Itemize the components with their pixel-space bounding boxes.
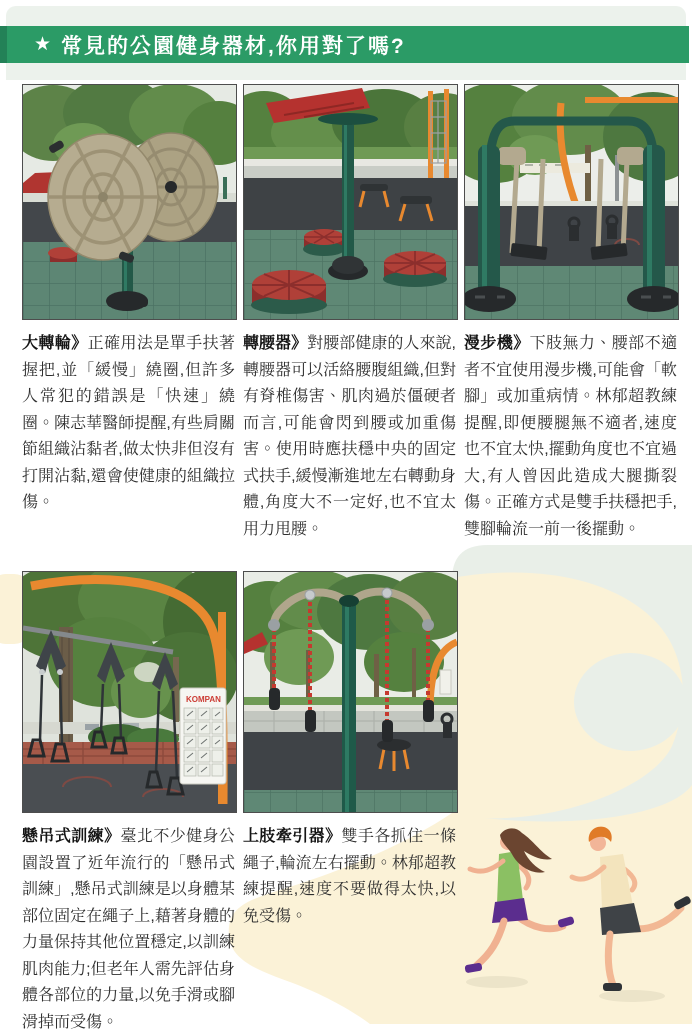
base-dome: [627, 286, 679, 312]
banner-left-edge: [0, 26, 7, 63]
star-icon: ★: [34, 34, 52, 55]
caption-text: 正確用法是單手扶著握把,並「緩慢」繞圈,但許多人常犯的錯誤是「快速」繞圈。陳志華醫師提醒,有些肩關節組織沾黏者,做太快非但沒有打開沾黏,還會使健康的組織拉傷。: [22, 335, 235, 511]
equipment-caption: [243, 824, 456, 930]
header-banner: [0, 26, 689, 63]
rope-handle: [269, 688, 280, 710]
pole: [342, 125, 354, 269]
caption-label: 轉腰器》: [243, 335, 308, 352]
equipment-card-air-walker: [464, 84, 677, 543]
caption-label: 漫步機》: [464, 335, 530, 352]
twist-plate: [383, 251, 447, 287]
photo-waist-twister: [243, 84, 458, 320]
twist-plate: [303, 229, 345, 256]
rope-handle: [382, 720, 393, 742]
kompan-text: KOMPAN: [186, 695, 221, 704]
equipment-caption: [22, 331, 235, 517]
base-dome: [464, 286, 516, 312]
base-dome: [106, 291, 148, 311]
caption-label: 大轉輪》: [22, 335, 88, 352]
rope-handle: [423, 700, 434, 722]
equipment-caption: [22, 824, 235, 1036]
equipment-card-suspension-trainer: [22, 571, 235, 1036]
caption-text: 臺北不少健身公園設置了近年流行的「懸吊式訓練」,懸吊式訓練是以身體某部位固定在繩子上,藉著身體的力量保持其他位置穩定,以訓練肌肉能力;但老年人需先評估身體各部位的力量,以免手滑或腳滑掉而受傷。: [22, 828, 235, 1031]
photo-suspension-trainer: [22, 571, 237, 813]
caption-text: 對腰部健康的人來說,轉腰器可以活絡腰腹組織,但對有脊椎傷害、肌肉過於僵硬者而言,可能會閃到腰或加重傷害。使用時應扶穩中央的固定式扶手,緩慢漸進地左右轉動身體,角度大不一定好,也不宜太用力甩腰。: [243, 335, 456, 538]
page-title: 常見的公園健身器材,你用對了嗎?: [61, 34, 406, 58]
rope-handle: [305, 710, 316, 732]
equipment-card-big-wheel: [22, 84, 235, 517]
photo-big-wheel: [22, 84, 237, 320]
twist-plate: [251, 270, 327, 314]
equipment-card-arm-puller: [243, 571, 456, 930]
photo-arm-puller: [243, 571, 458, 813]
equipment-card-waist-twister: [243, 84, 456, 543]
photo-air-walker: [464, 84, 679, 320]
equipment-caption: [243, 331, 456, 543]
caption-label: 上肢牽引器》: [243, 828, 342, 845]
caption-text: 下肢無力、腰部不適者不宜使用漫步機,可能會「軟腳」或加重病情。林郁超教練提醒,即便腰腿無不適者,速度也不宜太快,擺動角度也不宜過大,有人曾因此造成大腿撕裂傷。正確方式是雙手扶穩把手,雙腳輪流一前一後擺動。: [464, 335, 677, 538]
post: [478, 145, 500, 297]
caption-label: 懸吊式訓練》: [22, 828, 121, 845]
caption-text: 雙手各抓住一條繩子,輪流左右擺動。林郁超教練提醒,速度不要做得太快,以免受傷。: [243, 828, 456, 925]
post: [643, 145, 665, 297]
kompan-sign: [180, 688, 226, 784]
equipment-caption: [464, 331, 677, 543]
